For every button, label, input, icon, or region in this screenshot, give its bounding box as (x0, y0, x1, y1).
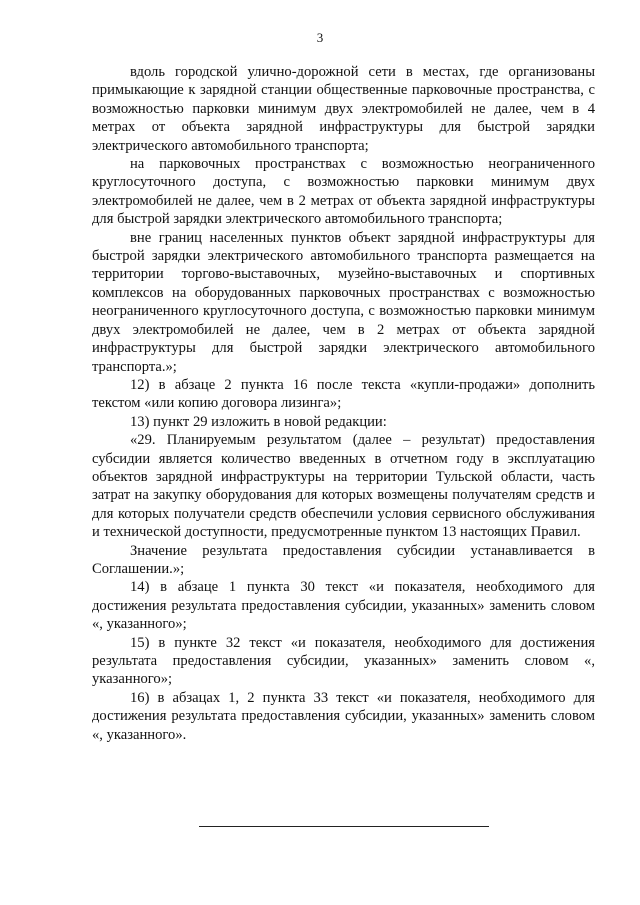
paragraph-2: на парковочных пространствах с возможностью неограниченного круглосуточного доступа, с возможностью парковки минимум двух электромобилей не далее, чем в 2 метрах от объекта зарядной инфраструктуры для быстрой зарядки электрического автомобильного транспорта; (92, 156, 595, 228)
document-body (92, 63, 595, 744)
paragraph-3: вне границ населенных пунктов объект зарядной инфраструктуры для быстрой зарядки электрического автомобильного транспорта размещается на территории торгово-выставочных, музейно-выставочных и спортивных комплексов на оборудованных парковочных пространствах с возможностью неограниченного круглосуточного доступа, с возможностью парковки минимум двух электромобилей не далее, чем в 2 метрах от объекта зарядной инфраструктуры для быстрой зарядки электрического автомобильного транспорта.»; (92, 229, 595, 375)
paragraph-5: 13) пункт 29 изложить в новой редакции: (130, 413, 387, 430)
paragraph-8: 14) в абзаце 1 пункта 30 текст «и показателя, необходимого для достижения результата предоставления субсидии, указанных» заменить словом «, указанного»; (92, 579, 595, 633)
separator-line (199, 826, 489, 827)
paragraph-4: 12) в абзаце 2 пункта 16 после текста «купли-продажи» дополнить текстом «или копию договора лизинга»; (92, 376, 595, 412)
paragraph-10: 16) в абзацах 1, 2 пункта 33 текст «и показателя, необходимого для достижения результата предоставления субсидии, указанных» заменить словом «, указанного». (92, 689, 595, 743)
page-number: 3 (316, 30, 324, 45)
paragraph-1: вдоль городской улично-дорожной сети в местах, где организованы примыкающие к зарядной станции общественные парковочные пространства, с возможностью парковки минимум двух электромобилей не далее, чем в 4 метрах от объекта зарядной инфраструктуры для быстрой зарядки электрического автомобильного транспорта; (92, 64, 595, 154)
paragraph-6: «29. Планируемым результатом (далее – результат) предоставления субсидии является количество введенных в отчетном году в эксплуатацию объектов зарядной инфраструктуры на территории Тульской области, часть затрат на закупку оборудования для которых возмещены получателям средств и для которых получатели средств обеспечили условия сервисного обслуживания и технической доступности, предусмотренные пунктом 13 настоящих Правил. (92, 432, 595, 541)
paragraph-9: 15) в пункте 32 текст «и показателя, необходимого для достижения результата предоставления субсидии, указанных» заменить словом «, указанного»; (92, 634, 595, 688)
paragraph-7: Значение результата предоставления субсидии устанавливается в Соглашении.»; (92, 542, 595, 577)
